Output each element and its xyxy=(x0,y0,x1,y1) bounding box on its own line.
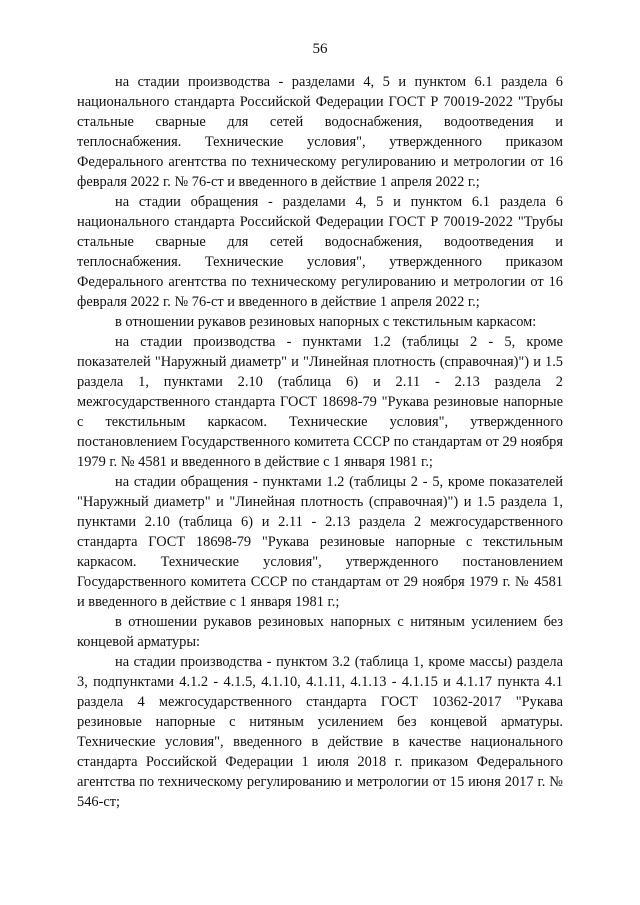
page-number: 56 xyxy=(312,41,328,57)
paragraph-production-gost-18698: на стадии производства - пунктами 1.2 (таблицы 2 - 5, кроме показателей "Наружный диаметр" и "Линейная плотность (справочная)") и 1.5 раздела 1, пунктами 2.10 (таблица 6) и 2.11 - 2.13 раздела 2 межгосударственного стандарта ГОСТ 18698-79 "Рукава резиновые напорные с текстильным каркасом. Технические условия", утвержденного постановлением Государственного комитета СССР по стандартам от 29 ноября 1979 г. № 4581 и введенного в действие с 1 января 1981 г.; xyxy=(77,334,563,470)
paragraph-production-gost-r-70019: на стадии производства - разделами 4, 5 и пунктом 6.1 раздела 6 национального стандарта Российской Федерации ГОСТ Р 70019-2022 "Трубы стальные сварные для сетей водоснабжения, водоотведения и теплоснабжения. Технические условия", утвержденного приказом Федерального агентства по техническому регулированию и метрологии от 16 февраля 2022 г. № 76-ст и введенного в действие 1 апреля 2022 г.; xyxy=(77,74,563,190)
paragraph-thread-hoses-heading: в отношении рукавов резиновых напорных с нитяным усилением без концевой арматуры: xyxy=(77,614,563,650)
document-body xyxy=(77,72,563,812)
paragraph-textile-hoses-heading: в отношении рукавов резиновых напорных с текстильным каркасом: xyxy=(115,314,537,330)
paragraph-production-gost-10362: на стадии производства - пунктом 3.2 (таблица 1, кроме массы) раздела 3, подпунктами 4.1.2 - 4.1.5, 4.1.10, 4.1.11, 4.1.13 - 4.1.15 и 4.1.17 пункта 4.1 раздела 4 межгосударственного стандарта ГОСТ 10362-2017 "Рукава резиновые напорные с нитяным усилением без концевой арматуры. Технические условия", введенного в действие в качестве национального стандарта Российской Федерации 1 июля 2018 г. приказом Федерального агентства по техническому регулированию и метрологии от 15 июня 2017 г. № 546-ст; xyxy=(77,654,563,810)
paragraph-circulation-gost-r-70019: на стадии обращения - разделами 4, 5 и пунктом 6.1 раздела 6 национального стандарта Российской Федерации ГОСТ Р 70019-2022 "Трубы стальные сварные для сетей водоснабжения, водоотведения и теплоснабжения. Технические условия", утвержденного приказом Федерального агентства по техническому регулированию и метрологии от 16 февраля 2022 г. № 76-ст и введенного в действие 1 апреля 2022 г.; xyxy=(77,194,563,310)
paragraph-circulation-gost-18698: на стадии обращения - пунктами 1.2 (таблицы 2 - 5, кроме показателей "Наружный диаметр" и "Линейная плотность (справочная)") и 1.5 раздела 1, пунктами 2.10 (таблица 6) и 2.11 - 2.13 раздела 2 межгосударственного стандарта ГОСТ 18698-79 "Рукава резиновые напорные с текстильным каркасом. Технические условия", утвержденного постановлением Государственного комитета СССР по стандартам от 29 ноября 1979 г. № 4581 и введенного в действие с 1 января 1981 г.; xyxy=(77,474,563,610)
